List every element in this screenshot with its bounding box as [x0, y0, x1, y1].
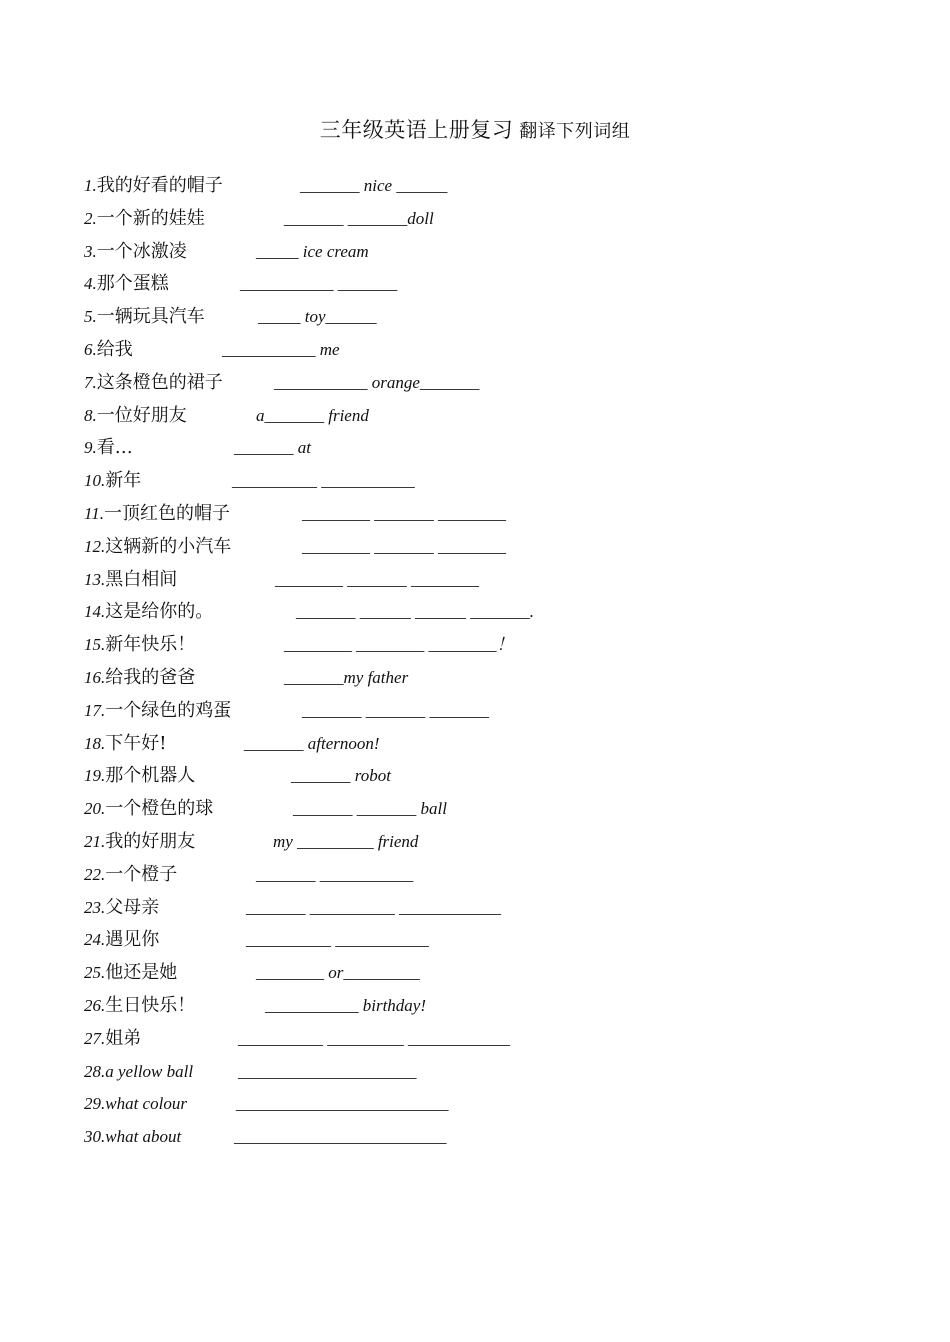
- chinese-prompt: 下午好!: [105, 732, 167, 754]
- answer-blanks[interactable]: _______ robot: [291, 766, 391, 786]
- answer-blanks[interactable]: my _________ friend: [273, 831, 419, 851]
- exercise-item: [84, 367, 904, 400]
- answer-blanks[interactable]: a_______ friend: [256, 405, 369, 425]
- item-number: 12.: [84, 536, 106, 556]
- exercise-item: [84, 334, 904, 367]
- item-number: 16.: [84, 667, 106, 687]
- exercise-item: [84, 629, 904, 662]
- item-number: 6.: [84, 339, 97, 359]
- exercise-item: [84, 301, 904, 334]
- subtitle-text: 翻译下列词组: [519, 121, 631, 142]
- answer-blanks[interactable]: ________ ________ ________！: [284, 635, 514, 655]
- item-number: 26.: [84, 995, 106, 1015]
- answer-blanks[interactable]: ________ _______ ________: [275, 569, 479, 589]
- answer-blanks[interactable]: _______ ______ ______ _______.: [296, 602, 534, 622]
- chinese-prompt: 一个橙色的球: [105, 798, 214, 820]
- item-number: 7.: [84, 372, 97, 392]
- chinese-prompt: 新年: [105, 470, 142, 492]
- exercise-item: [84, 1088, 904, 1121]
- chinese-prompt: 给我: [96, 338, 133, 360]
- item-number: 24.: [84, 930, 106, 950]
- chinese-prompt: 这是给你的。: [105, 601, 214, 623]
- exercise-item: [84, 268, 904, 301]
- item-number: 9.: [84, 438, 97, 458]
- exercise-item: [84, 465, 904, 498]
- item-number: 13.: [84, 569, 106, 589]
- item-number: 5.: [84, 307, 97, 327]
- item-number: 25.: [84, 963, 106, 983]
- answer-blanks[interactable]: ___________ me: [222, 339, 340, 359]
- exercise-item: [84, 564, 904, 597]
- item-number: 22.: [84, 864, 106, 884]
- chinese-prompt: 我的好看的帽子: [96, 175, 223, 196]
- exercise-item: [84, 236, 904, 269]
- answer-blanks[interactable]: _____ ice cream: [256, 241, 369, 261]
- exercise-item: [84, 400, 904, 433]
- chinese-prompt: 父母亲: [105, 896, 160, 918]
- item-number: 1.: [84, 176, 97, 195]
- exercise-item: [84, 695, 904, 728]
- answer-blanks[interactable]: __________ ___________: [246, 930, 429, 950]
- chinese-prompt: 那个机器人: [105, 765, 196, 787]
- item-number: 18.: [84, 733, 106, 753]
- exercise-item: [84, 990, 904, 1023]
- item-number: 4.: [84, 274, 97, 294]
- exercise-item: [84, 924, 904, 957]
- item-number: 15.: [84, 635, 106, 655]
- exercise-item: [84, 531, 904, 564]
- item-number: 17.: [84, 700, 106, 720]
- chinese-prompt: 给我的爸爸: [105, 666, 196, 688]
- chinese-prompt: a yellow ball: [105, 1061, 194, 1081]
- exercise-item: [84, 170, 904, 203]
- worksheet-title: [0, 114, 950, 144]
- exercise-item: [84, 826, 904, 859]
- item-number: 21.: [84, 831, 106, 851]
- exercise-item: [84, 1023, 904, 1056]
- chinese-prompt: 我的好朋友: [105, 830, 196, 852]
- answer-blanks[interactable]: _______ __________ ____________: [246, 897, 501, 917]
- chinese-prompt: what colour: [105, 1094, 187, 1114]
- answer-blanks[interactable]: __________ _________ ____________: [238, 1028, 510, 1048]
- answer-blanks[interactable]: _________________________: [234, 1127, 447, 1147]
- answer-blanks[interactable]: ___________ birthday!: [265, 995, 427, 1015]
- exercise-item: [84, 1056, 904, 1089]
- item-number: 23.: [84, 897, 106, 917]
- answer-blanks[interactable]: _______ _______ ball: [293, 799, 447, 819]
- item-number: 11.: [84, 503, 104, 523]
- answer-blanks[interactable]: _______ _______ _______: [302, 700, 489, 720]
- exercise-item: [84, 662, 904, 695]
- exercise-item: [84, 498, 904, 531]
- answer-blanks[interactable]: _____ toy______: [258, 307, 377, 327]
- answer-blanks[interactable]: _______ afternoon!: [244, 733, 380, 753]
- answer-blanks[interactable]: _______ nice ______: [300, 176, 448, 195]
- exercise-item: [84, 728, 904, 761]
- exercise-item: [84, 760, 904, 793]
- answer-blanks[interactable]: _________________________: [236, 1094, 449, 1114]
- answer-blanks[interactable]: ________ _______ ________: [302, 536, 506, 556]
- chinese-prompt: 黑白相间: [105, 568, 178, 590]
- answer-blanks[interactable]: ________ _______ ________: [302, 503, 506, 523]
- item-number: 10.: [84, 471, 106, 491]
- item-number: 3.: [84, 241, 97, 261]
- exercise-item: [84, 793, 904, 826]
- chinese-prompt: 一顶红色的帽子: [104, 502, 230, 524]
- answer-blanks[interactable]: ________ or_________: [256, 963, 420, 983]
- chinese-prompt: 一个绿色的鸡蛋: [105, 699, 232, 721]
- chinese-prompt: 这辆新的小汽车: [105, 535, 232, 557]
- answer-blanks[interactable]: _______ _______doll: [284, 208, 434, 228]
- item-number: 20.: [84, 799, 106, 819]
- chinese-prompt: 一个橙子: [105, 863, 178, 885]
- title-text: 三年级英语上册复习: [319, 118, 514, 142]
- exercise-item: [84, 596, 904, 629]
- chinese-prompt: 这条橙色的裙子: [96, 371, 223, 393]
- answer-blanks[interactable]: __________ ___________: [232, 471, 415, 491]
- exercise-item: [84, 859, 904, 892]
- exercise-item: [84, 203, 904, 236]
- chinese-prompt: what about: [105, 1127, 182, 1147]
- chinese-prompt: 他还是她: [105, 962, 178, 984]
- item-number: 8.: [84, 405, 97, 425]
- chinese-prompt: 一个新的娃娃: [96, 207, 205, 229]
- chinese-prompt: 一位好朋友: [96, 404, 187, 426]
- item-number: 19.: [84, 766, 106, 786]
- exercise-list: [84, 170, 904, 1154]
- item-number: 30.: [84, 1127, 106, 1147]
- chinese-prompt: 遇见你: [105, 929, 160, 951]
- item-number: 14.: [84, 602, 106, 622]
- chinese-prompt: 生日快乐！: [105, 994, 196, 1016]
- answer-blanks[interactable]: ___________ orange_______: [274, 372, 480, 392]
- item-number: 28.: [84, 1061, 106, 1081]
- answer-blanks[interactable]: _____________________: [238, 1061, 417, 1081]
- exercise-item: [84, 957, 904, 990]
- answer-blanks[interactable]: ___________ _______: [240, 274, 398, 294]
- chinese-prompt: 那个蛋糕: [96, 273, 169, 295]
- exercise-item: [84, 892, 904, 925]
- exercise-item: [84, 1121, 904, 1154]
- item-number: 2.: [84, 208, 97, 228]
- chinese-prompt: 新年快乐！: [105, 634, 196, 656]
- answer-blanks[interactable]: _______my father: [284, 667, 409, 687]
- item-number: 27.: [84, 1028, 106, 1048]
- chinese-prompt: 一辆玩具汽车: [96, 306, 205, 328]
- answer-blanks[interactable]: _______ at: [234, 438, 311, 458]
- chinese-prompt: 一个冰激凌: [96, 240, 187, 262]
- answer-blanks[interactable]: _______ ___________: [256, 864, 414, 884]
- chinese-prompt: 姐弟: [105, 1027, 142, 1049]
- exercise-item: [84, 432, 904, 465]
- chinese-prompt: 看…: [96, 437, 133, 459]
- item-number: 29.: [84, 1094, 106, 1114]
